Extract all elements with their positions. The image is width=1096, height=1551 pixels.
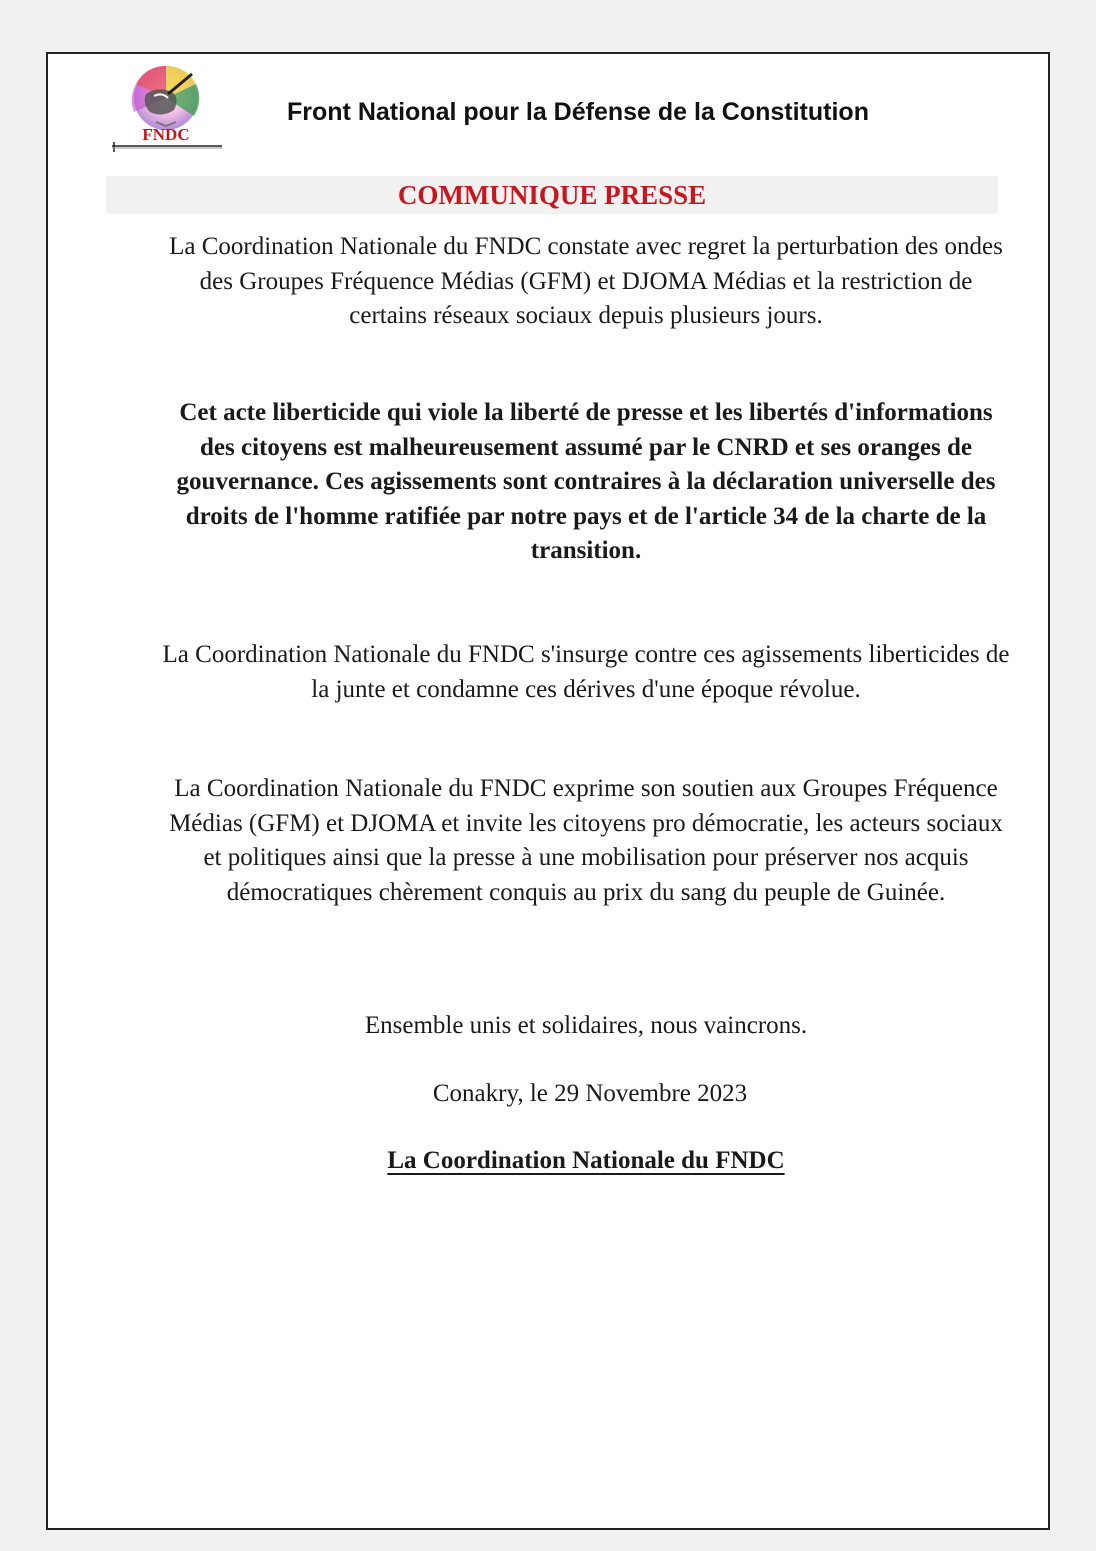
- signature: [160, 1144, 1012, 1179]
- press-release-title: COMMUNIQUE PRESSE: [397, 180, 707, 210]
- place-and-date: Conakry, le 29 Novembre 2023: [432, 1080, 748, 1107]
- title-band: [106, 176, 998, 214]
- closing-motto: Ensemble unis et solidaires, nous vaincrons.: [364, 1012, 808, 1039]
- signature-text: La Coordination Nationale du FNDC: [387, 1147, 785, 1174]
- paragraph-perturbation: La Coordination Nationale du FNDC constate avec regret la perturbation des ondes des Groupes Fréquence Médias (GFM) et DJOMA Médias et la restriction de certains réseaux sociaux depuis plusieurs jours.: [169, 233, 1003, 329]
- paragraph-support: La Coordination Nationale du FNDC exprime son soutien aux Groupes Fréquence Médias (GFM) et DJOMA et invite les citoyens pro démocratie, les acteurs sociaux et politiques ainsi que la presse à une mobilisation pour préserver nos acquis démocratiques chèrement conquis au prix du sang du peuple de Guinée.: [169, 775, 1003, 906]
- svg-text:FNDC: FNDC: [142, 125, 190, 144]
- paragraph-liberticide-act: Cet acte liberticide qui viole la liberté de presse et les libertés d'informations des citoyens est malheureusement assumé par le CNRD et ses oranges de gouvernance. Ces agissements sont contraires à la déclaration universelle des droits de l'homme ratifiée par notre pays et de l'article 34 de la charte de la transition.: [176, 399, 996, 564]
- paragraph-condemnation: La Coordination Nationale du FNDC s'insurge contre ces agissements liberticides de la junte et condamne ces dérives d'une époque révolue.: [162, 641, 1010, 703]
- organization-name: Front National pour la Défense de la Constitution: [287, 98, 869, 126]
- press-release-page: [46, 52, 1050, 1530]
